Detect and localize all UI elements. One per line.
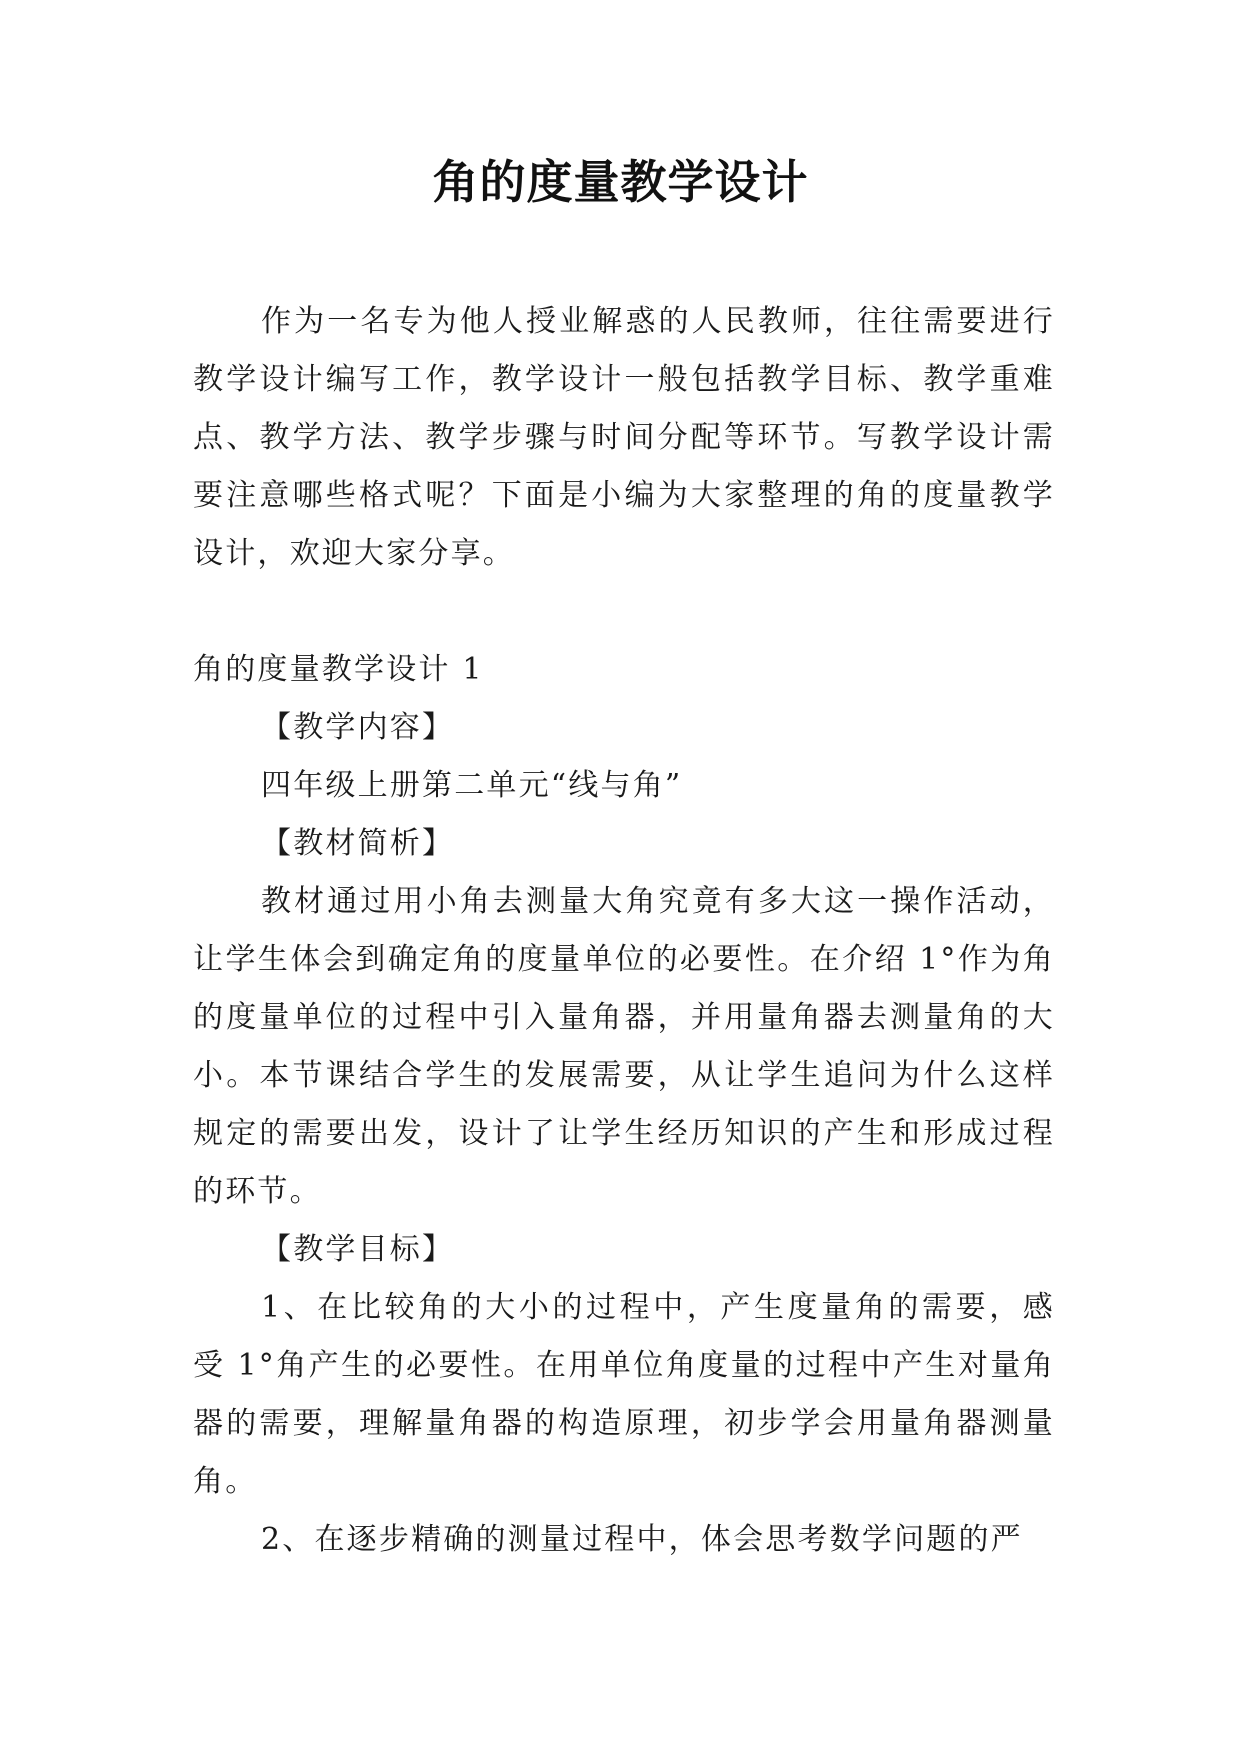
heading-textbook-analysis: 【教材简析】 <box>261 826 455 861</box>
intro-block <box>193 293 1055 583</box>
goal-2-paragraph: 2、在逐步精确的测量过程中，体会思考数学问题的严 <box>261 1522 1023 1557</box>
heading-teaching-content: 【教学内容】 <box>261 710 455 745</box>
unit-text: 四年级上册第二单元“线与角” <box>261 768 683 803</box>
heading-teaching-goals: 【教学目标】 <box>261 1232 455 1267</box>
section-title: 角的度量教学设计 1 <box>193 652 484 687</box>
analysis-paragraph: 教材通过用小角去测量大角究竟有多大这一操作活动，让学生体会到确定角的度量单位的必要性。在介绍 1°作为角的度量单位的过程中引入量角器，并用量角器去测量角的大小。本节课结合学生的发展需要，从让学生追问为什么这样规定的需要出发，设计了让学生经历知识的产生和形成过程的环节。 <box>193 884 1055 1209</box>
document-title: 角的度量教学设计 <box>432 155 809 209</box>
intro-paragraph: 作为一名专为他人授业解惑的人民教师，往往需要进行教学设计编写工作，教学设计一般包括教学目标、教学重难点、教学方法、教学步骤与时间分配等环节。写教学设计需要注意哪些格式呢？下面是小编为大家整理的角的度量教学设计，欢迎大家分享。 <box>193 304 1055 571</box>
content-block <box>193 641 1055 1569</box>
goal-1-paragraph: 1、在比较角的大小的过程中，产生度量角的需要，感受 1°角产生的必要性。在用单位角度量的过程中产生对量角器的需要，理解量角器的构造原理，初步学会用量角器测量角。 <box>193 1290 1055 1499</box>
